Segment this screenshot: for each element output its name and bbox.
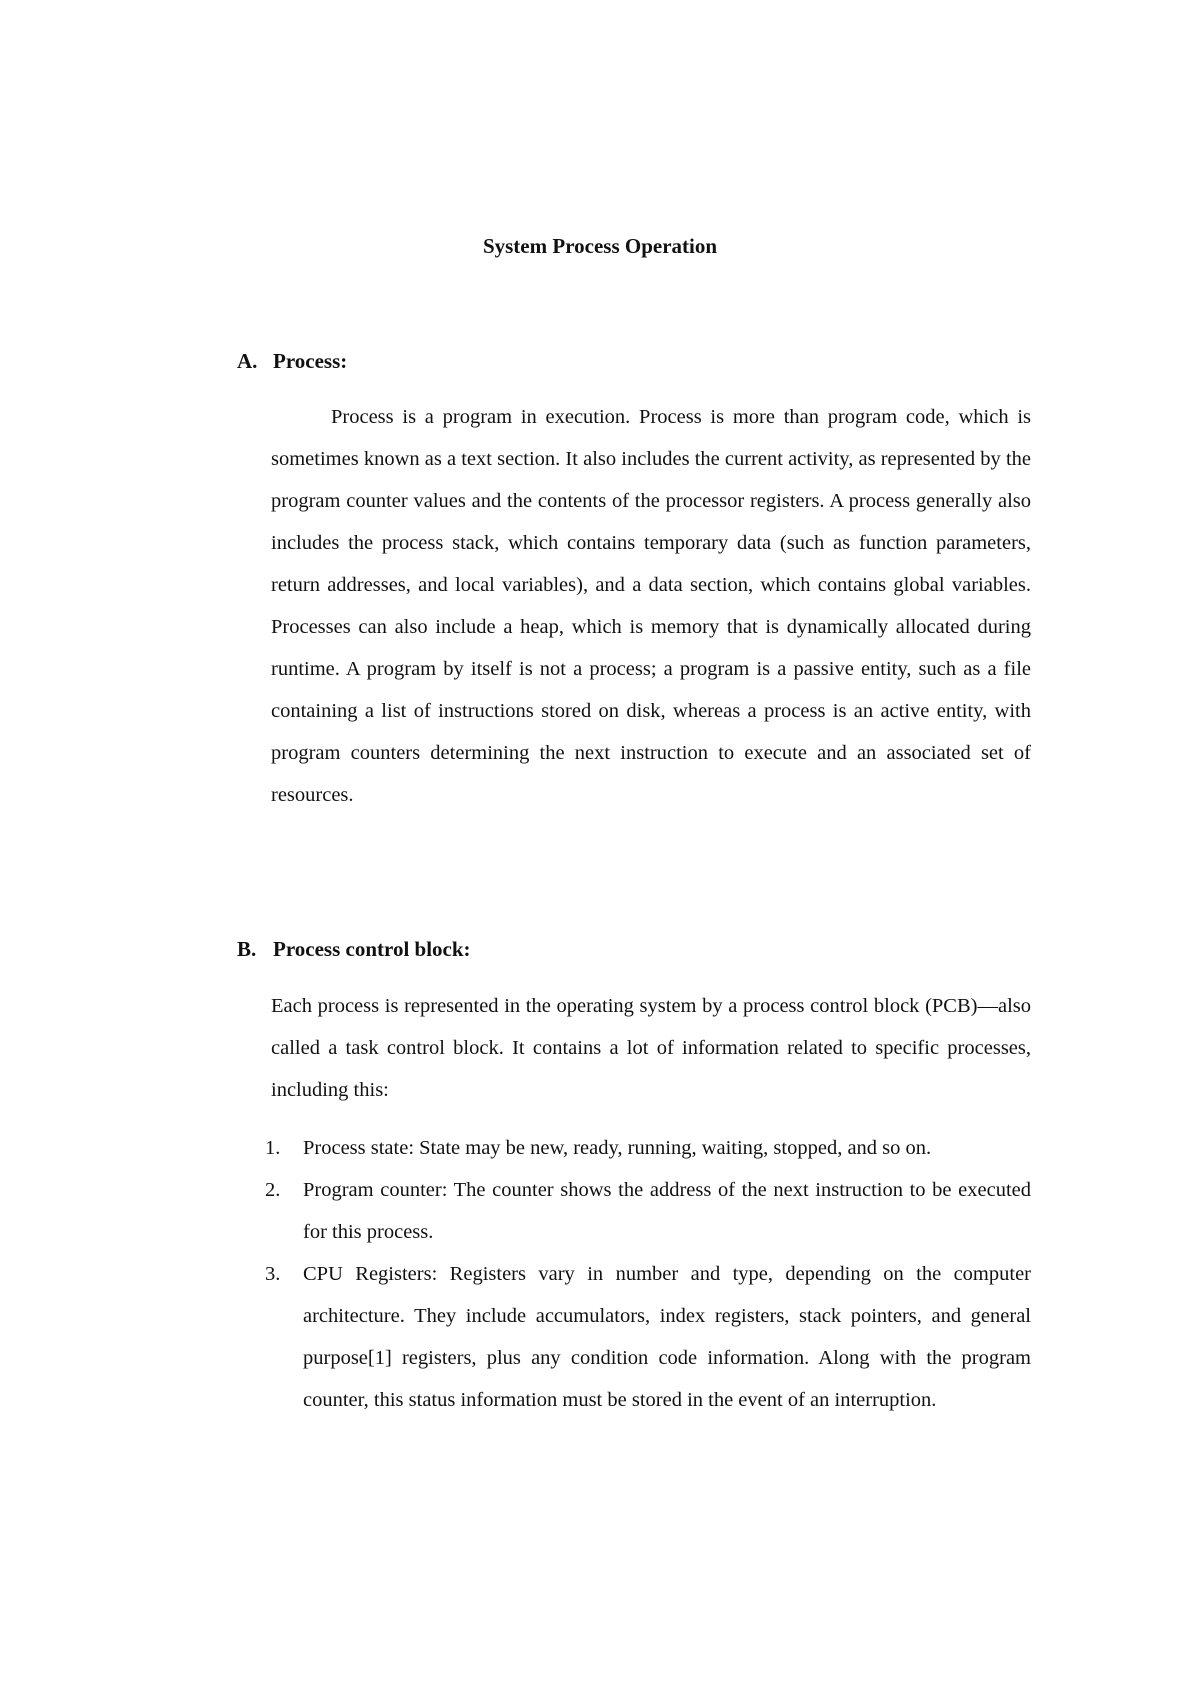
process-paragraph: Process is a program in execution. Process is more than program code, which is sometimes known as a text section. It also includes the current activity, as represented by the program counter values and the contents of the processor registers. A process generally also includes the process stack, which contains temporary data (such as function parameters, return addresses, and local variables), and a data section, which contains global variables. Processes can also include a heap, which is memory that is dynamically allocated during runtime. A program by itself is not a process; a program is a passive entity, such as a file containing a list of instructions stored on disk, whereas a process is an active entity, with program counters determining the next instruction to execute and an associated set of resources. (271, 406, 1031, 806)
list-item-number: 3. (265, 1263, 281, 1285)
pcb-list (265, 1127, 1031, 1421)
section-heading-process (237, 347, 347, 375)
section-label: B. (237, 937, 257, 961)
section-label: A. (237, 349, 258, 373)
section-heading-pcb (237, 935, 471, 963)
list-item (265, 1169, 1031, 1253)
document-title: System Process Operation (482, 234, 718, 258)
list-item (265, 1127, 1031, 1169)
list-item-text: CPU Registers: Registers vary in number and type, depending on the computer architecture. They include accumulators, index registers, stack pointers, and general purpose[1] registers, plus any condition code information. Along with the program counter, this status information must be stored in the event of an interruption. (303, 1263, 1031, 1411)
list-item-number: 1. (265, 1137, 281, 1159)
list-item-text: Program counter: The counter shows the address of the next instruction to be executed for this process. (303, 1179, 1031, 1243)
list-item-number: 2. (265, 1179, 281, 1201)
section-heading-text: Process control block: (273, 937, 471, 961)
list-item (265, 1253, 1031, 1421)
pcb-paragraph: Each process is represented in the operating system by a process control block (PCB)—also called a task control block. It contains a lot of information related to specific processes, including this: (271, 995, 1031, 1101)
list-item-text: Process state: State may be new, ready, running, waiting, stopped, and so on. (303, 1137, 932, 1159)
section-heading-text: Process: (273, 349, 348, 373)
